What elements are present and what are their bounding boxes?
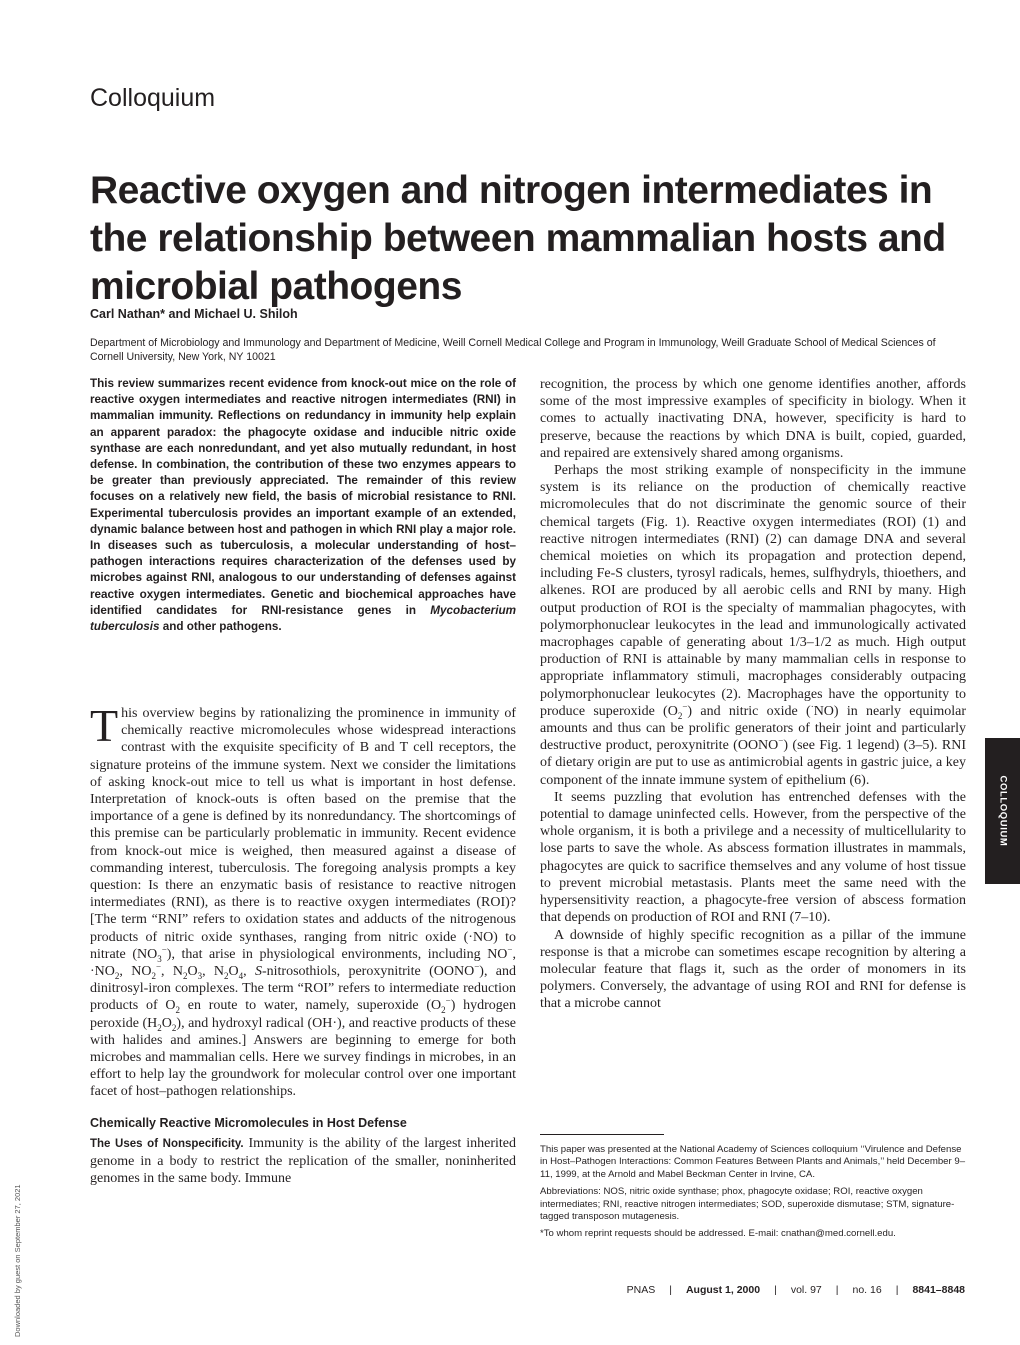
section-side-tab xyxy=(985,738,1020,884)
abstract xyxy=(90,376,516,635)
footnote-correspondence: *To whom reprint requests should be addressed. E-mail: cnathan@med.cornell.edu. xyxy=(540,1228,896,1240)
intro-paragraph: This overview begins by rationalizing the prominence in immunity of chemically reactive micromolecules whose widespread interactions contrast with the exquisite specificity of B and T cell receptors, the signature proteins of the immune system. Next we consider the limitations of asking knock-out mice to tell us what is important in host defense. Interpretation of knock-outs is often based on the premise that the importance of a gene is defined by its nonredundancy. The shortcomings of this premise can be particularly problematic in immunity. Recent evidence from knock-out mice is weighed, then measured against a disease of commanding interest, tuberculosis. The foregoing analysis prompts a key question: Is there an enzymatic basis of resistance to reactive nitrogen intermediates (RNI), as there is to reactive oxygen intermediates (ROI)? [The term “RNI” refers to oxidation states and adducts of the nitrogenous products of nitric oxide synthases, ranging from nitric oxide (·NO) to nitrate $(NO_3^-)$, that arise in physiological environments, including NO−, $\cdot NO_2$, $NO_2^-$, $N_2O_3$, $N_2O_4$, S-nitrosothiols, peroxynitrite (OONO−), and dinitrosyl-iron complexes. The term “ROI” refers to intermediate reduction products of $O_2$ en route to water, namely, superoxide $(O_2^-)$ hydrogen peroxide $(H_2O_2)$, and hydroxyl radical (OH·), and reactive products of these with halides and amines.] Answers are beginning to emerge for both microbes and mammalian cells. Here we survey findings in microbes, in an effort to help lay the groundwork for molecular control over one important facet of host–pathogen relationships. xyxy=(90,700,516,1100)
abstract-text: This review summarizes recent evidence from knock-out mice on the role of reactive oxygen intermediates and reactive nitrogen intermediates (RNI) in mammalian immunity. Reflections on redundancy in immunity help explain an apparent paradox: the phagocyte oxidase and inducible nitric oxide synthase are each nonredundant, and yet also mutually redundant, in host defense. In combination, the contribution of these two enzymes appears to be greater than previously appreciated. The remainder of this review focuses on a relatively new field, the basis of microbial resistance to RNI. Experimental tuberculosis provides an important example of an extended, dynamic balance between host and pathogen in which RNI play a major role. In diseases such as tuberculosis, a molecular understanding of host–pathogen interactions requires characterization of the defenses used by microbes against RNI, analogous to our understanding of defenses against reactive oxygen intermediates. Genetic and biochemical approaches have identified candidates for RNI-resistance genes in xyxy=(90,377,516,617)
footer-separator: | xyxy=(835,1284,839,1296)
right-column-body xyxy=(540,376,966,1013)
footer-pages: 8841–8848 xyxy=(912,1284,965,1296)
paragraph-continued: recognition, the process by which one genome identifies another, affords some of the most impressive examples of specificity in biology. When it comes to actually inactivating DNA, however, specificity is hard to preserve, because the reactions by which DNA is built, copied, guarded, and repaired are extensively shared among organisms. xyxy=(540,377,966,461)
author-list: Carl Nathan* and Michael U. Shiloh xyxy=(90,307,298,321)
downside-paragraph: A downside of highly specific recognition as a pillar of the immune response is that a microbe can sometimes escape recognition by altering a molecular feature that flags it, such as the order of monomers in its polymers. Conversely, the advantage of using ROI and RNI for defense is that a microbe cannot xyxy=(540,927,966,1012)
footer-journal: PNAS xyxy=(626,1284,656,1296)
page-footer xyxy=(627,1284,965,1296)
abstract-text-end: and other pathogens. xyxy=(159,620,282,634)
footer-separator: | xyxy=(774,1284,777,1296)
side-tab-label: COLLOQUIUM xyxy=(997,775,1008,847)
footnote-rule xyxy=(540,1134,664,1135)
article-title: Reactive oxygen and nitrogen intermediates in the relationship between mammalian hosts and microbial pathogens xyxy=(90,169,946,308)
run-in-heading: The Uses of Nonspecificity. xyxy=(90,1137,244,1150)
evolution-paragraph: It seems puzzling that evolution has entrenched defenses with the potential to damage uninfected cells. However, from the perspective of the whole organism, it is both a privilege and a necessity of multicellularity to lose parts to save the whole. As abscess formation illustrates in mammals, phagocytes are quick to sacrifice themselves and any volume of host tissue to prevent microbial metastasis. Plants meet the same need with the hypersensitivity reaction, a phagocyte-free version of abscess formation that depends on production of ROI and RNI (7–10). xyxy=(540,789,966,926)
section-label: Colloquium xyxy=(90,84,216,112)
download-note: Downloaded by guest on September 27, 2021 xyxy=(13,1184,22,1337)
footer-date: August 1, 2000 xyxy=(685,1284,761,1296)
left-column-body xyxy=(90,700,516,1187)
footer-volume: vol. 97 xyxy=(790,1284,822,1296)
affiliation: Department of Microbiology and Immunology and Department of Medicine, Weill Cornell Medical College and Program in Immunology, Weill Graduate School of Medical Sciences of Cornell University, New York, NY 10021 xyxy=(90,337,936,363)
footer-separator: | xyxy=(669,1284,672,1296)
footer-separator: | xyxy=(895,1284,899,1296)
footnotes xyxy=(540,1144,966,1246)
section-heading: Chemically Reactive Micromolecules in Host Defense xyxy=(90,1115,407,1130)
nonspecificity-paragraph: Perhaps the most striking example of nonspecificity in the immune system is its reliance on the production of chemically reactive micromolecules that do not discriminate the genomic source of their chemical targets (Fig. 1). Reactive oxygen intermediates (ROI) (1) and reactive nitrogen intermediates (RNI) (2) can damage DNA and several chemical moieties on which its propagation and protection depend, including Fe-S clusters, tyrosyl radicals, hemes, sulfhydryls, thioethers, and alkenes. ROI are produced by all aerobic cells and RNI by many. High output production of ROI is the specialty of mammalian phagocytes, with polymorphonuclear leukocytes in the lead and immunologically activated macrophages capable of generating about 1/3–1/2 as much. High output production of RNI is attainable by many mammalian cells in response to appropriate inflammatory stimuli, macrophages considerably outpacing polymorphonuclear leukocytes (2). Macrophages have the opportunity to produce superoxide $(O_2^-)$ and nitric oxide (·NO) in nearly equimolar amounts and thus can be prolific generators of their joint and particularly destructive product, peroxynitrite (OONO−) (see Fig. 1 legend) (3–5). RNI of dietary origin are put to use as antimicrobial agents in gastric juice, a key component of the innate immune system of epithelium (6). xyxy=(540,463,967,788)
drop-cap: T xyxy=(90,700,119,751)
footnote-presented: This paper was presented at the National Academy of Sciences colloquium ‘‘Virulence and Defense in Host–Pathogen Interactions: Common Features Between Plants and Animals,’’ held December 9–11, 1999, at the Arnold and Mabel Beckman Center in Irvine, CA. xyxy=(540,1144,966,1180)
abstract-species-name: Mycobacterium tuberculosis xyxy=(90,603,516,634)
footer-issue: no. 16 xyxy=(852,1284,882,1296)
footnote-abbreviations: Abbreviations: NOS, nitric oxide synthase; phox, phagocyte oxidase; ROI, reactive oxygen intermediates; RNI, reactive nitrogen intermediates; SOD, superoxide dismutase; STM, signature-tagged transposon mutagenesis. xyxy=(540,1186,955,1223)
uses-of-nonspecificity-paragraph: The Uses of Nonspecificity. Immunity is the ability of the largest inherited genome in a body to restrict the replication of the smaller, noninherited genomes in the same body. Immune xyxy=(90,1135,516,1187)
